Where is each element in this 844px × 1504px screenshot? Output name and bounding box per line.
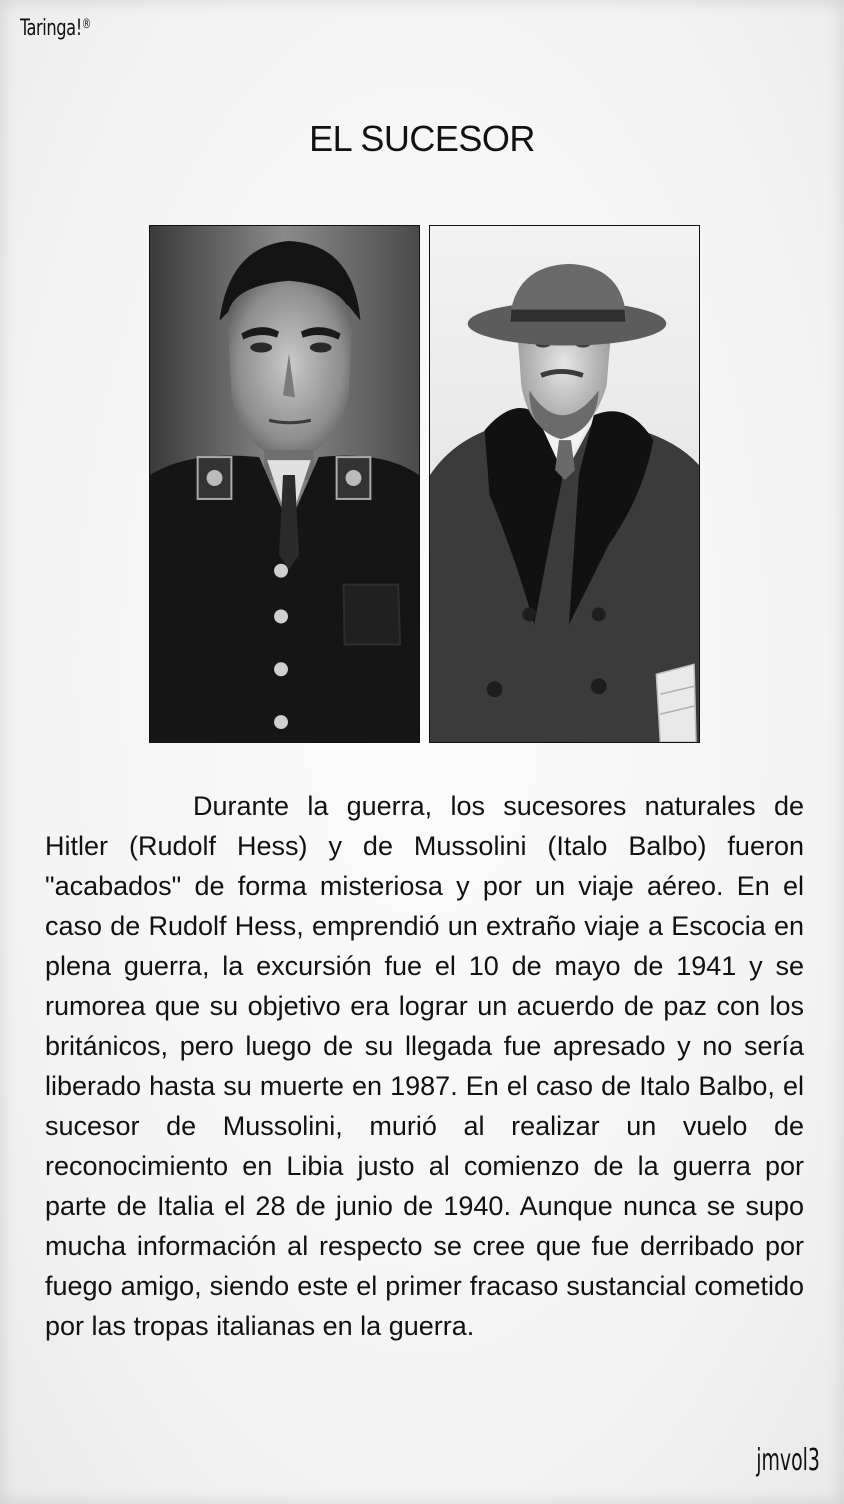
photo-rudolf-hess <box>149 225 420 743</box>
page-title: EL SUCESOR <box>309 118 535 159</box>
article-body <box>45 786 804 1346</box>
author-signature: jmvol3 <box>756 1443 820 1478</box>
article-text: Durante la guerra, los sucesores naturales de Hitler (Rudolf Hess) y de Mussolini (Italo Balbo) fueron "acabados" de forma misteriosa y por un viaje aéreo. En el caso de Rudolf Hess, emprendió un extraño viaje a Escocia en plena guerra, la excursión fue el 10 de mayo de 1941 y se rumorea que su objetivo era lograr un acuerdo de paz con los británicos, pero luego de su llegada fue apresado y no sería liberado hasta su muerte en 1987. En el caso de Italo Balbo, el sucesor de Mussolini, murió al realizar un vuelo de reconocimiento en Libia justo al comienzo de la guerra por parte de Italia el 28 de junio de 1940. Aunque nunca se supo mucha información al respecto se cree que fue derribado por fuego amigo, siendo este el primer fracaso sustancial cometido por las tropas italianas en la guerra. <box>45 791 804 1341</box>
photo-italo-balbo <box>429 225 700 743</box>
taringa-logo: Taringa!® <box>20 16 91 41</box>
